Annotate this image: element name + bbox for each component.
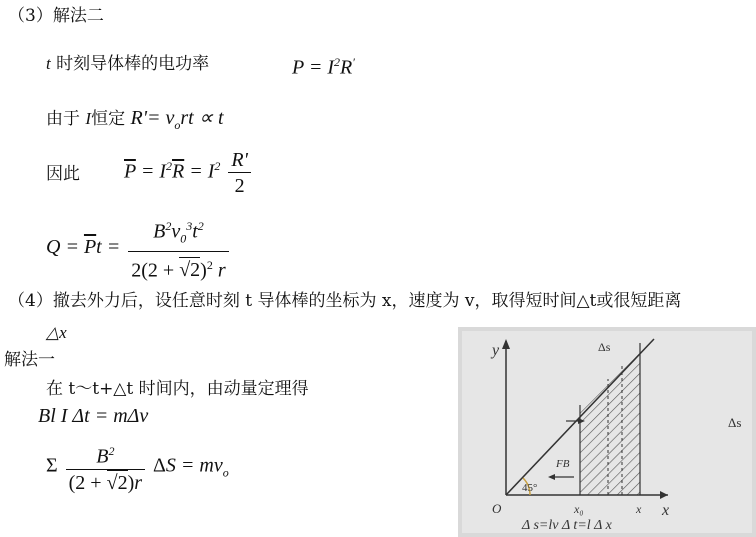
- average-power-formula: $\overline{P} = I^2\overline{R} = I^2$ $\frac{R'}{2}$: [124, 150, 254, 196]
- y-axis-label: y: [492, 342, 500, 359]
- constant-mid: 恒定: [91, 109, 126, 129]
- section4-intro: （4）撤去外力后，设任意时刻 t 导体棒的坐标为 x，速度为 v，取得短时间△t或很短距离: [8, 291, 682, 311]
- var-t: t: [46, 54, 51, 73]
- constant-prefix: 由于: [46, 109, 80, 129]
- method1-label: 解法一: [4, 350, 55, 370]
- heat-formula: $Q = \overline{P}t$ = $\frac{B^2v_0^3t^2}{2(2 + √2)^2 r}$: [46, 216, 232, 276]
- angle-label: 45°: [522, 482, 538, 494]
- momentum-text: 在 t～t+△t 时间内，由动量定理得: [46, 379, 309, 399]
- ds-label: Δs: [598, 340, 611, 354]
- x-label: x: [636, 502, 642, 516]
- momentum-equation: Bl I Δt = mΔv: [38, 405, 149, 427]
- power-formula: $P = I^2R'$: [292, 55, 355, 79]
- constant-line: [46, 108, 224, 135]
- section3-heading: （3）解法二: [8, 6, 104, 26]
- figure-caption: Δ s=lv Δ t=l Δ x: [522, 518, 612, 533]
- origin-label: O: [492, 501, 502, 516]
- force-label: FB: [556, 458, 570, 470]
- x-axis-label: x: [662, 502, 670, 519]
- section4-intro-cont: △x: [46, 323, 67, 342]
- therefore-label: 因此: [46, 164, 80, 184]
- power-line: [46, 54, 209, 74]
- resistance-formula: $R'= v_ort \propto t$: [130, 107, 224, 132]
- sum-equation: Σ $\frac{B^2}{(2 + √2)r}$ $\Delta S = mv_o$: [46, 444, 229, 494]
- side-note: Δs: [728, 415, 742, 430]
- power-text: 时刻导体棒的电功率: [56, 54, 210, 74]
- var-I: I: [85, 109, 92, 128]
- rail-diagram-figure: [458, 327, 756, 537]
- x0-label: x₀: [574, 502, 584, 516]
